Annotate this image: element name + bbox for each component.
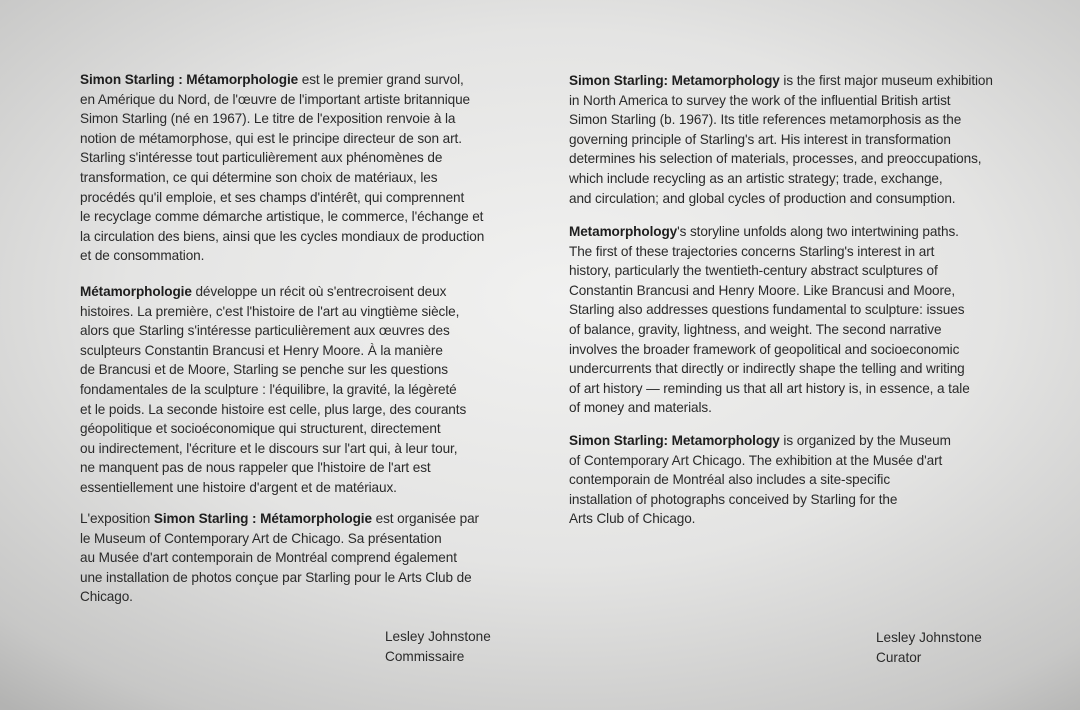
english-paragraph-intro (569, 71, 1019, 208)
english-storyline-title: Metamorphology (569, 224, 678, 239)
english-storyline-text: 's storyline unfolds along two intertwining paths. The first of these trajectories concerns Starling's interest in art history, particularly the twentieth-century abstract sculptures of Constantin Brancusi and Henry Moore. Like Brancusi and Moore, Starling also addresses questions fundamental to sculpture: issues of balance, gravity, lightness, and weight. The second narrative involves the broader framework of geopolitical and socioeconomic undercurrents that directly or indirectly shape the telling and writing of art history — reminding us that all art history is, in essence, a tale of money and materials. (569, 224, 970, 416)
english-signature-role: Curator (876, 650, 922, 665)
french-intro-text: est le premier grand survol, en Amérique du Nord, de l'œuvre de l'important artiste britannique Simon Starling (né en 1967). Le titre de l'exposition renvoie à la notion de métamorphose, qui est le principe directeur de son art. Starling s'intéresse tout particulièrement aux phénomènes de transformation, ce qui détermine son choix de matériaux, les procédés qu'il emploie, et ses champs d'intérêt, qui comprennent le recyclage comme démarche artistique, le commerce, l'échange et la circulation des biens, ainsi que les cycles mondiaux de production et de consommation. (80, 72, 485, 264)
english-organization-text: is organized by the Museum of Contemporary Art Chicago. The exhibition at the Musée d'art contemporain de Montréal also includes a site-specific installation of photographs conceived by Starling for the Arts Club of Chicago. (569, 433, 951, 527)
french-organization-text: est organisée par le Museum of Contemporary Art de Chicago. Sa présentation au Musée d'art contemporain de Montréal comprend également une installation de photos conçue par Starling pour le Arts Club de Chicago. (80, 511, 479, 605)
french-signature-role: Commissaire (385, 649, 465, 664)
english-paragraph-storyline (569, 222, 1019, 418)
french-storyline-text: développe un récit où s'entrecroisent deux histoires. La première, c'est l'histoire de l'art au vingtième siècle, alors que Starling s'intéresse particulièrement aux œuvres des sculpteurs Constantin Brancusi et Henry Moore. À la manière de Brancusi et de Moore, Starling se penche sur les questions fondamentales de la sculpture : l'équilibre, la gravité, la légèreté et le poids. La seconde histoire est celle, plus large, des courants géopolitique et socioéconomique qui structurent, directement ou indirectement, l'écriture et le discours sur l'art qui, à leur tour, ne manquent pas de nous rappeler que l'histoire de l'art est essentiellement une histoire d'argent et de matériaux. (80, 284, 467, 495)
english-exhibition-title: Simon Starling: Metamorphology (569, 73, 780, 88)
french-storyline-title: Métamorphologie (80, 284, 192, 299)
french-exhibition-title: Simon Starling : Métamorphologie (80, 72, 299, 87)
french-organization-title: Simon Starling : Métamorphologie (153, 511, 372, 526)
english-paragraph-organization (569, 431, 1019, 529)
french-signature-name: Lesley Johnstone (385, 629, 491, 644)
french-paragraph-organization (80, 509, 520, 607)
french-paragraph-intro (80, 70, 520, 266)
french-paragraph-storyline (80, 282, 520, 498)
english-signature (876, 628, 982, 668)
french-organization-lead: L'exposition (80, 511, 154, 526)
english-organization-title: Simon Starling: Metamorphology (569, 433, 780, 448)
english-signature-name: Lesley Johnstone (876, 630, 982, 645)
english-intro-text: is the first major museum exhibition in North America to survey the work of the influential British artist Simon Starling (b. 1967). Its title references metamorphosis as the governing principle of Starling's art. His interest in transformation determines his selection of materials, processes, and preoccupations, which include recycling as an artistic strategy; trade, exchange, and circulation; and global cycles of production and consumption. (569, 73, 993, 206)
french-signature (385, 627, 491, 667)
